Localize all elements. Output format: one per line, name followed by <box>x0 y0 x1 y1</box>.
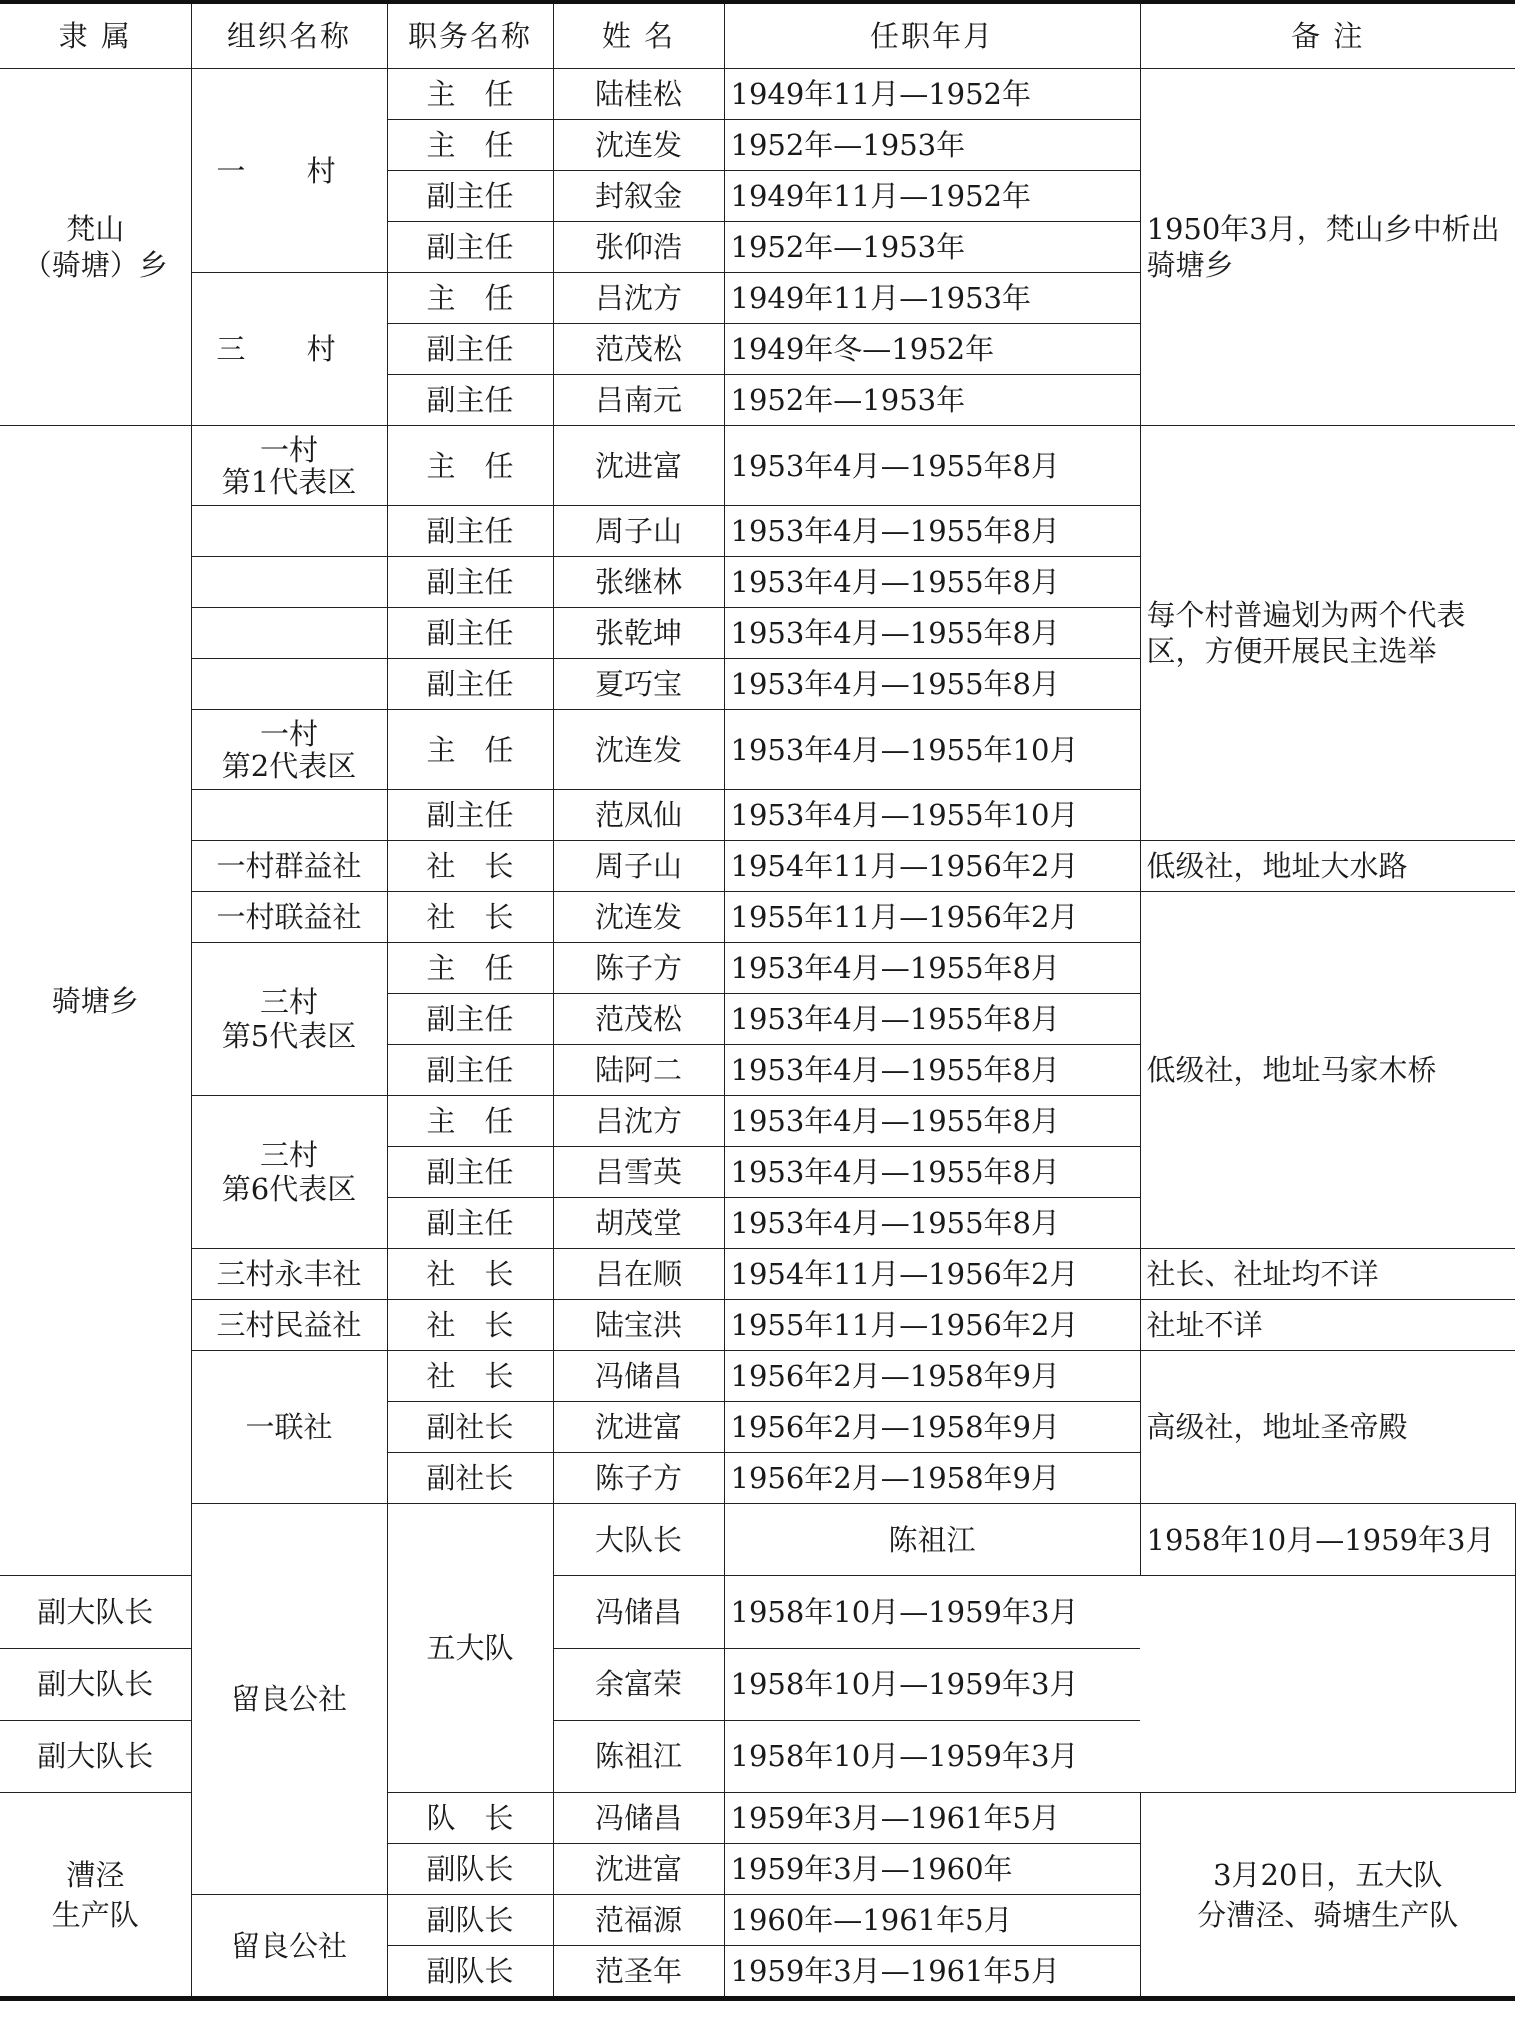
org-yicun: 一 村 <box>191 69 387 273</box>
position-cell: 社 长 <box>387 1300 553 1351</box>
term-cell: 1959年3月—1960年 <box>724 1844 1140 1895</box>
name-cell: 范圣年 <box>553 1946 724 1999</box>
term-cell: 1952年—1953年 <box>724 120 1140 171</box>
term-cell: 1952年—1953年 <box>724 375 1140 426</box>
org-yicun-dist2: 一村 第2代表区 <box>191 710 387 790</box>
name-cell: 沈进富 <box>553 1844 724 1895</box>
header-row <box>0 2 1515 69</box>
name-cell: 范茂松 <box>553 324 724 375</box>
position-cell: 主 任 <box>387 943 553 994</box>
table-row <box>0 841 1515 892</box>
position-cell: 副大队长 <box>0 1576 191 1648</box>
org-qunyi: 一村群益社 <box>191 841 387 892</box>
term-cell: 1959年3月—1961年5月 <box>724 1793 1140 1844</box>
table-row <box>0 1351 1515 1402</box>
name-cell: 夏巧宝 <box>553 659 724 710</box>
term-cell: 1956年2月—1958年9月 <box>724 1351 1140 1402</box>
name-cell: 封叙金 <box>553 171 724 222</box>
position-cell: 副主任 <box>387 171 553 222</box>
name-cell: 张仰浩 <box>553 222 724 273</box>
org-minyi: 三村民益社 <box>191 1300 387 1351</box>
remark-r3: 低级社，地址大水路 <box>1140 841 1515 892</box>
affiliation-liuliang-1: 留良公社 <box>191 1504 387 1895</box>
position-cell: 副主任 <box>387 994 553 1045</box>
org-sancun: 三 村 <box>191 273 387 426</box>
org-yicun-dist1: 一村 第1代表区 <box>191 426 387 506</box>
remark-r4: 低级社，地址马家木桥 <box>1140 892 1515 1249</box>
name-cell: 余富荣 <box>553 1648 724 1720</box>
name-cell: 周子山 <box>553 506 724 557</box>
position-cell: 副队长 <box>387 1895 553 1946</box>
term-cell: 1953年4月—1955年8月 <box>724 994 1140 1045</box>
position-cell: 副主任 <box>387 375 553 426</box>
term-cell: 1955年11月—1956年2月 <box>724 1300 1140 1351</box>
name-cell: 冯储昌 <box>553 1793 724 1844</box>
position-cell: 副主任 <box>387 608 553 659</box>
remark-r9: 3月20日，五大队 分漕泾、骑塘生产队 <box>1140 1793 1515 1999</box>
position-cell: 副社长 <box>387 1453 553 1504</box>
org-sancun-dist5: 三村 第5代表区 <box>191 943 387 1096</box>
name-cell: 胡茂堂 <box>553 1198 724 1249</box>
term-cell: 1958年10月—1959年3月 <box>1140 1504 1515 1576</box>
affiliation-liuliang-2: 留良公社 <box>191 1895 387 1999</box>
name-cell: 吕雪英 <box>553 1147 724 1198</box>
org-yilianshe: 一联社 <box>191 1351 387 1504</box>
term-cell: 1959年3月—1961年5月 <box>724 1946 1140 1999</box>
position-cell: 主 任 <box>387 120 553 171</box>
term-cell: 1953年4月—1955年8月 <box>724 659 1140 710</box>
name-cell: 范福源 <box>553 1895 724 1946</box>
term-cell: 1953年4月—1955年10月 <box>724 790 1140 841</box>
term-cell: 1949年11月—1953年 <box>724 273 1140 324</box>
name-cell: 沈进富 <box>553 426 724 506</box>
position-cell: 副主任 <box>387 222 553 273</box>
name-cell: 陈祖江 <box>553 1720 724 1792</box>
position-cell: 副主任 <box>387 506 553 557</box>
name-cell: 陈祖江 <box>724 1504 1140 1576</box>
empty-org-cell <box>191 506 387 557</box>
table-row <box>0 69 1515 120</box>
name-cell: 陆桂松 <box>553 69 724 120</box>
term-cell: 1949年11月—1952年 <box>724 171 1140 222</box>
name-cell: 沈连发 <box>553 710 724 790</box>
term-cell: 1956年2月—1958年9月 <box>724 1453 1140 1504</box>
term-cell: 1953年4月—1955年8月 <box>724 557 1140 608</box>
header-term: 任职年月 <box>724 2 1140 69</box>
table-row <box>0 892 1515 943</box>
position-cell: 副主任 <box>387 1147 553 1198</box>
term-cell: 1953年4月—1955年8月 <box>724 1147 1140 1198</box>
remark-r5: 社长、社址均不详 <box>1140 1249 1515 1300</box>
name-cell: 吕在顺 <box>553 1249 724 1300</box>
empty-org-cell <box>191 659 387 710</box>
position-cell: 副大队长 <box>0 1648 191 1720</box>
name-cell: 张乾坤 <box>553 608 724 659</box>
position-cell: 副主任 <box>387 1045 553 1096</box>
header-org: 组织名称 <box>191 2 387 69</box>
term-cell: 1958年10月—1959年3月 <box>724 1648 1140 1720</box>
name-cell: 冯储昌 <box>553 1351 724 1402</box>
name-cell: 范凤仙 <box>553 790 724 841</box>
empty-org-cell <box>191 557 387 608</box>
term-cell: 1953年4月—1955年8月 <box>724 943 1140 994</box>
position-cell: 副主任 <box>387 790 553 841</box>
term-cell: 1960年—1961年5月 <box>724 1895 1140 1946</box>
table-row <box>0 426 1515 506</box>
term-cell: 1953年4月—1955年8月 <box>724 506 1140 557</box>
position-cell: 主 任 <box>387 426 553 506</box>
term-cell: 1952年—1953年 <box>724 222 1140 273</box>
term-cell: 1955年11月—1956年2月 <box>724 892 1140 943</box>
term-cell: 1954年11月—1956年2月 <box>724 841 1140 892</box>
position-cell: 队 长 <box>387 1793 553 1844</box>
table-row <box>0 1249 1515 1300</box>
name-cell: 周子山 <box>553 841 724 892</box>
position-cell: 主 任 <box>387 69 553 120</box>
table-row <box>0 1504 1515 1576</box>
header-affiliation: 隶 属 <box>0 2 191 69</box>
term-cell: 1953年4月—1955年8月 <box>724 426 1140 506</box>
name-cell: 吕沈方 <box>553 273 724 324</box>
position-cell: 社 长 <box>387 1249 553 1300</box>
position-cell: 副社长 <box>387 1402 553 1453</box>
term-cell: 1949年冬—1952年 <box>724 324 1140 375</box>
empty-org-cell <box>191 608 387 659</box>
name-cell: 吕南元 <box>553 375 724 426</box>
remark-r6: 社址不详 <box>1140 1300 1515 1351</box>
term-cell: 1958年10月—1959年3月 <box>724 1720 1140 1792</box>
header-position: 职务名称 <box>387 2 553 69</box>
header-name: 姓 名 <box>553 2 724 69</box>
org-yongfeng: 三村永丰社 <box>191 1249 387 1300</box>
affiliation-fanshan: 梵山 （骑塘）乡 <box>0 69 191 426</box>
position-cell: 社 长 <box>387 892 553 943</box>
name-cell: 沈连发 <box>553 120 724 171</box>
name-cell: 陆阿二 <box>553 1045 724 1096</box>
header-remark: 备 注 <box>1140 2 1515 69</box>
position-cell: 大队长 <box>553 1504 724 1576</box>
term-cell: 1956年2月—1958年9月 <box>724 1402 1140 1453</box>
term-cell: 1949年11月—1952年 <box>724 69 1140 120</box>
empty-org-cell <box>191 790 387 841</box>
remark-r2: 每个村普遍划为两个代表区，方便开展民主选举 <box>1140 426 1515 841</box>
table-row <box>0 1300 1515 1351</box>
position-cell: 社 长 <box>387 1351 553 1402</box>
name-cell: 张继林 <box>553 557 724 608</box>
term-cell: 1953年4月—1955年8月 <box>724 1198 1140 1249</box>
position-cell: 主 任 <box>387 710 553 790</box>
position-cell: 副主任 <box>387 324 553 375</box>
position-cell: 副大队长 <box>0 1720 191 1792</box>
org-lianyi: 一村联益社 <box>191 892 387 943</box>
name-cell: 陈子方 <box>553 1453 724 1504</box>
position-cell: 副主任 <box>387 557 553 608</box>
term-cell: 1953年4月—1955年10月 <box>724 710 1140 790</box>
name-cell: 沈连发 <box>553 892 724 943</box>
term-cell: 1954年11月—1956年2月 <box>724 1249 1140 1300</box>
name-cell: 陆宝洪 <box>553 1300 724 1351</box>
position-cell: 主 任 <box>387 273 553 324</box>
remark-r1: 1950年3月，梵山乡中析出骑塘乡 <box>1140 69 1515 426</box>
affiliation-qitang: 骑塘乡 <box>0 426 191 1576</box>
term-cell: 1958年10月—1959年3月 <box>724 1576 1140 1648</box>
name-cell: 陈子方 <box>553 943 724 994</box>
remark-r7: 高级社，地址圣帝殿 <box>1140 1351 1515 1504</box>
position-cell: 副主任 <box>387 659 553 710</box>
name-cell: 吕沈方 <box>553 1096 724 1147</box>
position-cell: 副队长 <box>387 1844 553 1895</box>
term-cell: 1953年4月—1955年8月 <box>724 1096 1140 1147</box>
position-cell: 副主任 <box>387 1198 553 1249</box>
name-cell: 沈进富 <box>553 1402 724 1453</box>
org-caojing: 漕泾 生产队 <box>0 1793 191 1999</box>
org-sancun-dist6: 三村 第6代表区 <box>191 1096 387 1249</box>
term-cell: 1953年4月—1955年8月 <box>724 1045 1140 1096</box>
position-cell: 社 长 <box>387 841 553 892</box>
term-cell: 1953年4月—1955年8月 <box>724 608 1140 659</box>
org-wudadui: 五大队 <box>387 1504 553 1793</box>
position-cell: 主 任 <box>387 1096 553 1147</box>
name-cell: 范茂松 <box>553 994 724 1045</box>
name-cell: 冯储昌 <box>553 1576 724 1648</box>
position-cell: 副队长 <box>387 1946 553 1999</box>
